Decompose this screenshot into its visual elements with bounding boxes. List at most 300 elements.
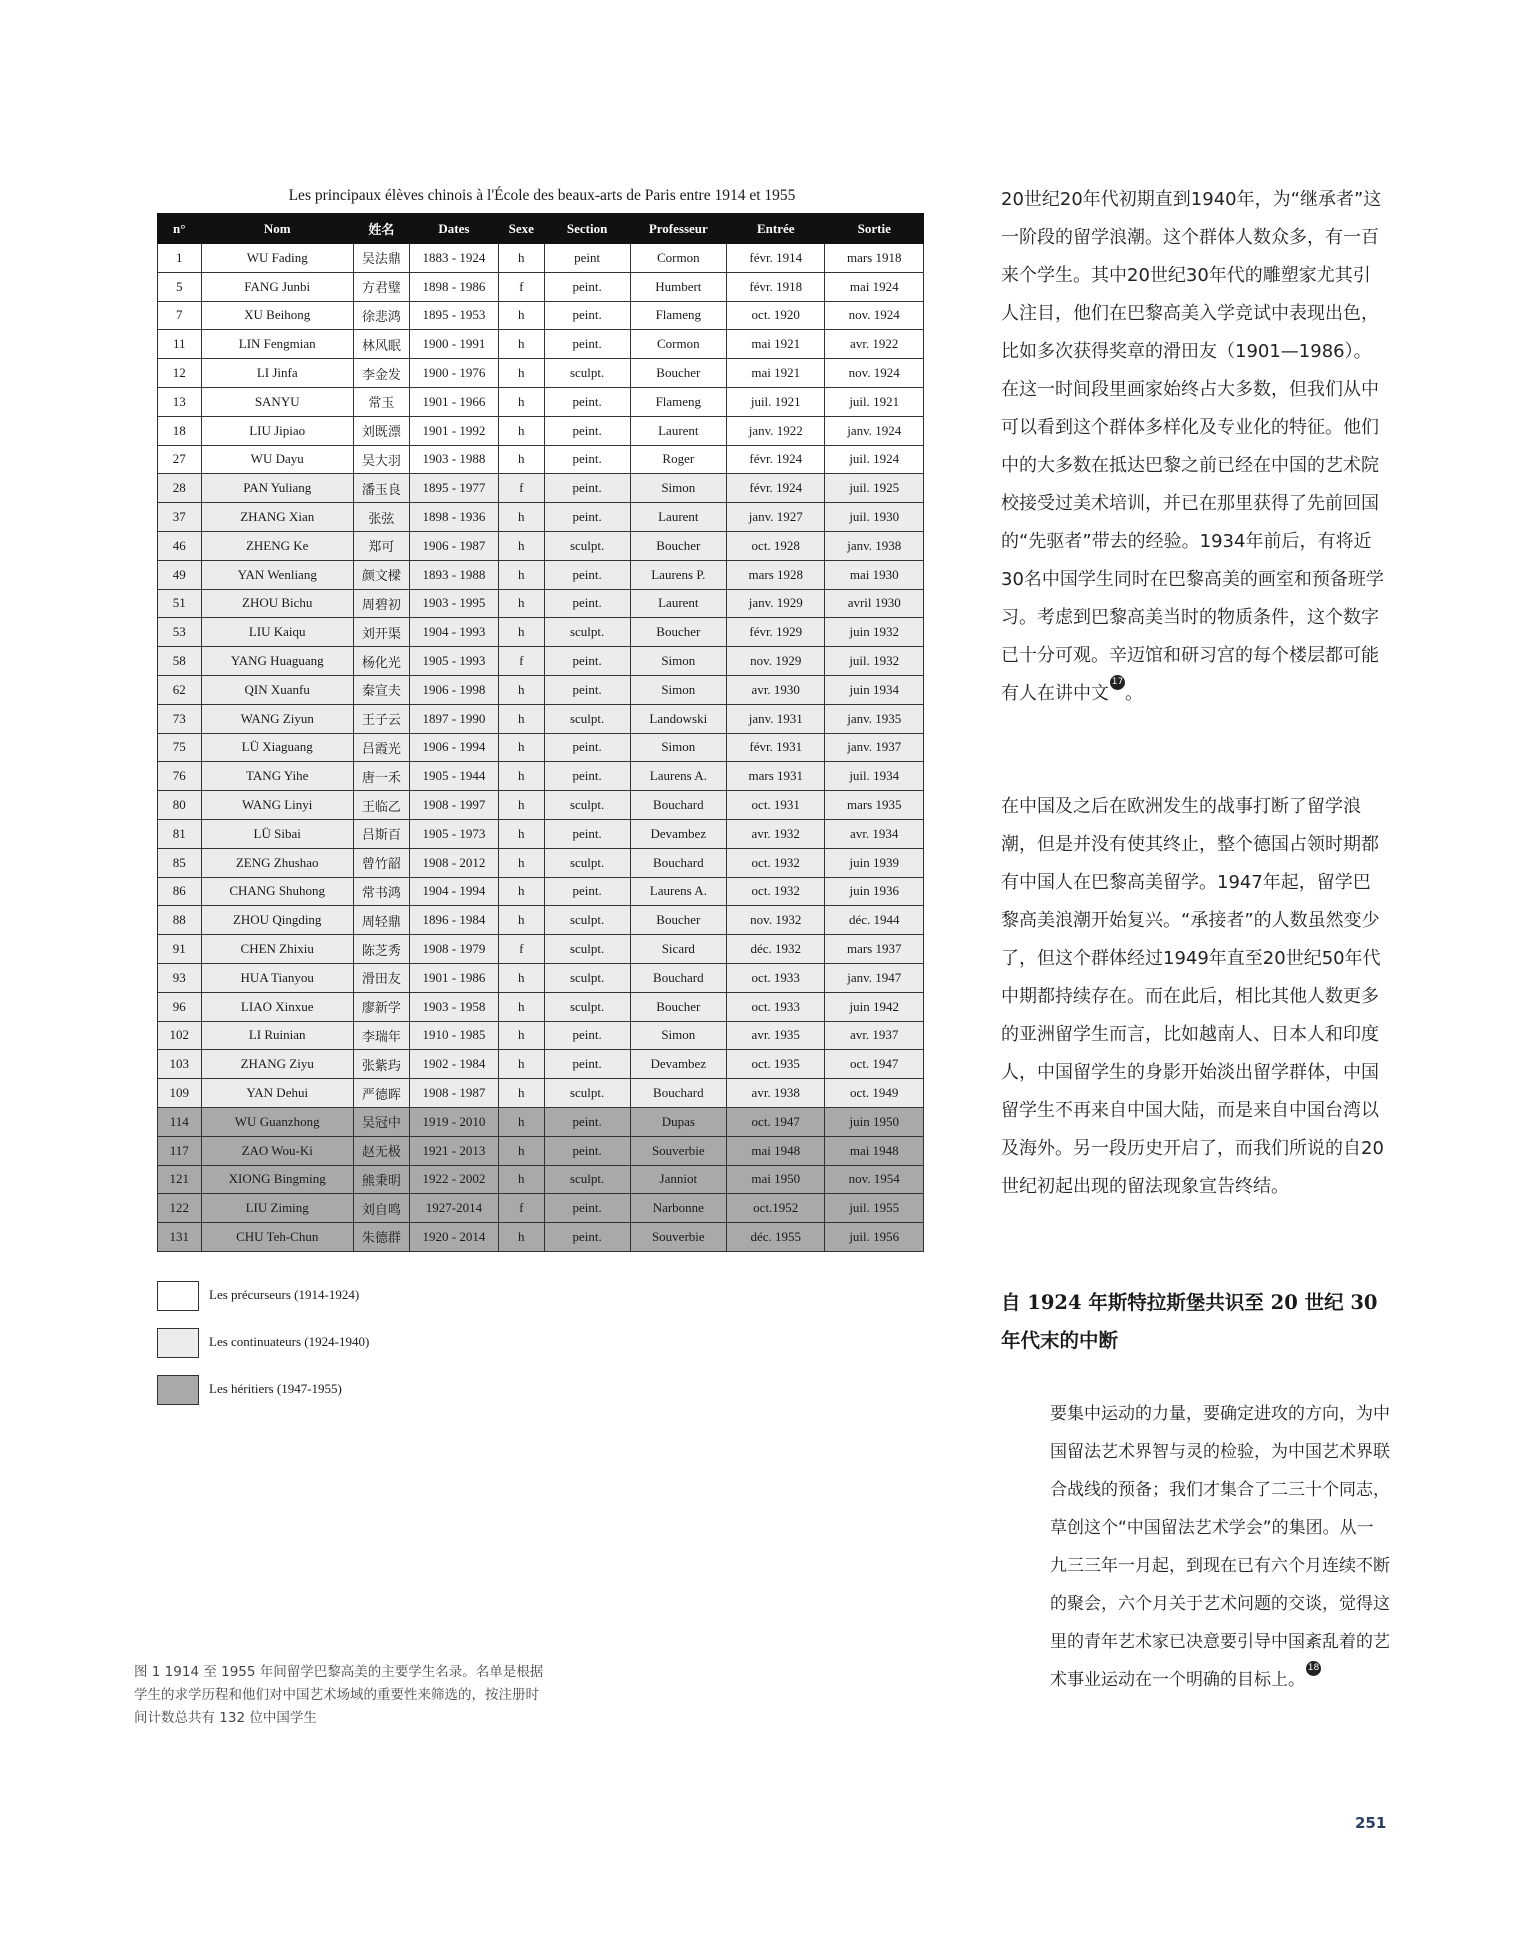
table-cell: ZAO Wou-Ki xyxy=(201,1136,353,1165)
legend-swatch xyxy=(157,1375,199,1405)
table-row xyxy=(158,935,924,964)
table-cell: avr. 1932 xyxy=(727,819,825,848)
table-cell: peint. xyxy=(544,272,630,301)
table-cell: 郑可 xyxy=(353,531,409,560)
table-cell: Laurens P. xyxy=(630,560,726,589)
table-row xyxy=(158,531,924,560)
table-cell: oct. 1947 xyxy=(727,1107,825,1136)
table-cell: oct. 1920 xyxy=(727,301,825,330)
table-cell: WANG Linyi xyxy=(201,791,353,820)
table-row xyxy=(158,906,924,935)
table-cell: ZHENG Ke xyxy=(201,531,353,560)
table-cell: 1905 - 1993 xyxy=(409,647,498,676)
table-cell: juin 1936 xyxy=(825,877,924,906)
paragraph-1 xyxy=(1001,181,1385,713)
table-header-cell: Professeur xyxy=(630,214,726,244)
table-cell: févr. 1918 xyxy=(727,272,825,301)
table-cell: 1908 - 1987 xyxy=(409,1079,498,1108)
table-cell: 王临乙 xyxy=(353,791,409,820)
table-cell: nov. 1924 xyxy=(825,359,924,388)
table-cell: peint. xyxy=(544,647,630,676)
table-cell: oct.1952 xyxy=(727,1194,825,1223)
table-cell: juil. 1955 xyxy=(825,1194,924,1223)
table-row xyxy=(158,416,924,445)
table-cell: mai 1924 xyxy=(825,272,924,301)
table-cell: déc. 1944 xyxy=(825,906,924,935)
table-cell: peint. xyxy=(544,416,630,445)
table-cell: janv. 1947 xyxy=(825,963,924,992)
table-cell: 1919 - 2010 xyxy=(409,1107,498,1136)
table-cell: 85 xyxy=(158,848,202,877)
table-cell: sculpt. xyxy=(544,935,630,964)
table-cell: 吴大羽 xyxy=(353,445,409,474)
table-cell: Cormon xyxy=(630,244,726,273)
table-cell: LI Ruinian xyxy=(201,1021,353,1050)
table-cell: h xyxy=(499,992,545,1021)
page-number: 251 xyxy=(1355,1814,1387,1832)
table-cell: ZHOU Qingding xyxy=(201,906,353,935)
table-cell: 1903 - 1995 xyxy=(409,589,498,618)
table-cell: h xyxy=(499,244,545,273)
table-cell: juin 1950 xyxy=(825,1107,924,1136)
table-row xyxy=(158,1021,924,1050)
table-cell: h xyxy=(499,359,545,388)
table-cell: 114 xyxy=(158,1107,202,1136)
table-cell: f xyxy=(499,474,545,503)
table-cell: 103 xyxy=(158,1050,202,1079)
table-cell: h xyxy=(499,791,545,820)
table-cell: mai 1950 xyxy=(727,1165,825,1194)
table-cell: Devambez xyxy=(630,1050,726,1079)
table-cell: 46 xyxy=(158,531,202,560)
table-cell: 唐一禾 xyxy=(353,762,409,791)
table-cell: h xyxy=(499,1223,545,1252)
table-cell: 27 xyxy=(158,445,202,474)
table-cell: 58 xyxy=(158,647,202,676)
table-cell: mars 1931 xyxy=(727,762,825,791)
table-cell: PAN Yuliang xyxy=(201,474,353,503)
table-row xyxy=(158,1136,924,1165)
table-cell: Flameng xyxy=(630,387,726,416)
table-cell: sculpt. xyxy=(544,1079,630,1108)
table-cell: janv. 1935 xyxy=(825,704,924,733)
table-cell: 75 xyxy=(158,733,202,762)
table-cell: 陈芝秀 xyxy=(353,935,409,964)
table-cell: peint. xyxy=(544,1050,630,1079)
table-cell: 周碧初 xyxy=(353,589,409,618)
table-cell: Laurent xyxy=(630,589,726,618)
table-row xyxy=(158,963,924,992)
table-cell: avr. 1935 xyxy=(727,1021,825,1050)
table-cell: LI Jinfa xyxy=(201,359,353,388)
footnote-18-marker: 18 xyxy=(1306,1661,1321,1676)
table-cell: 方君璧 xyxy=(353,272,409,301)
table-cell: LIAO Xinxue xyxy=(201,992,353,1021)
table-cell: Flameng xyxy=(630,301,726,330)
table-cell: QIN Xuanfu xyxy=(201,675,353,704)
table-cell: Laurens A. xyxy=(630,762,726,791)
table-cell: 1906 - 1998 xyxy=(409,675,498,704)
table-cell: 刘自鸣 xyxy=(353,1194,409,1223)
table-cell: janv. 1927 xyxy=(727,503,825,532)
table-cell: 1910 - 1985 xyxy=(409,1021,498,1050)
table-cell: 1901 - 1992 xyxy=(409,416,498,445)
table-cell: h xyxy=(499,301,545,330)
table-row xyxy=(158,503,924,532)
table-cell: 1921 - 2013 xyxy=(409,1136,498,1165)
table-cell: 88 xyxy=(158,906,202,935)
table-cell: 1906 - 1987 xyxy=(409,531,498,560)
table-cell: h xyxy=(499,416,545,445)
table-cell: sculpt. xyxy=(544,531,630,560)
table-cell: 37 xyxy=(158,503,202,532)
table-cell: févr. 1924 xyxy=(727,445,825,474)
table-cell: 86 xyxy=(158,877,202,906)
table-cell: 109 xyxy=(158,1079,202,1108)
table-cell: 1901 - 1966 xyxy=(409,387,498,416)
table-cell: peint. xyxy=(544,589,630,618)
table-row xyxy=(158,1079,924,1108)
paragraph-2: 在中国及之后在欧洲发生的战事打断了留学浪潮，但是并没有使其终止，整个德国占领时期都有中国人在巴黎高美留学。1947年起，留学巴黎高美浪潮开始复兴。“承接者”的人数虽然变少了，但这个群体经过1949年直至20世纪50年代中期都持续存在。而在此后，相比其他人数更多的亚洲留学生而言，比如越南人、日本人和印度人，中国留学生的身影开始淡出留学群体，中国留学生不再来自中国大陆，而是来自中国台湾以及海外。另一段历史开启了，而我们所说的自20世纪初起出现的留法现象宣告终结。 xyxy=(1001,796,1384,1197)
table-row xyxy=(158,301,924,330)
block-quote xyxy=(1050,1395,1390,1699)
legend-label: Les continuateurs (1924-1940) xyxy=(209,1334,370,1349)
table-cell: janv. 1931 xyxy=(727,704,825,733)
table-cell: 1920 - 2014 xyxy=(409,1223,498,1252)
table-cell: WU Dayu xyxy=(201,445,353,474)
table-cell: f xyxy=(499,647,545,676)
table-cell: nov. 1929 xyxy=(727,647,825,676)
table-cell: XIONG Bingming xyxy=(201,1165,353,1194)
table-cell: 1893 - 1988 xyxy=(409,560,498,589)
table-cell: Simon xyxy=(630,474,726,503)
table-cell: Bouchard xyxy=(630,1079,726,1108)
table-cell: févr. 1914 xyxy=(727,244,825,273)
table-cell: 1898 - 1936 xyxy=(409,503,498,532)
table-cell: Bouchard xyxy=(630,791,726,820)
table-cell: Simon xyxy=(630,1021,726,1050)
table-cell: Simon xyxy=(630,675,726,704)
figure-caption: 图 1 1914 至 1955 年间留学巴黎高美的主要学生名录。名单是根据学生的求学历程和他们对中国艺术场域的重要性来筛选的，按注册时间计数总共有 132 位中国学生 xyxy=(134,1664,544,1726)
table-cell: 1908 - 2012 xyxy=(409,848,498,877)
table-cell: Bouchard xyxy=(630,848,726,877)
table-cell: 1901 - 1986 xyxy=(409,963,498,992)
table-cell: 121 xyxy=(158,1165,202,1194)
table-row xyxy=(158,647,924,676)
table-cell: h xyxy=(499,1165,545,1194)
table-cell: h xyxy=(499,1050,545,1079)
table-cell: h xyxy=(499,848,545,877)
table-header-cell: Section xyxy=(544,214,630,244)
table-cell: juil. 1924 xyxy=(825,445,924,474)
table-cell: 122 xyxy=(158,1194,202,1223)
table-cell: 1908 - 1979 xyxy=(409,935,498,964)
table-row xyxy=(158,244,924,273)
table-cell: oct. 1947 xyxy=(825,1050,924,1079)
table-cell: Souverbie xyxy=(630,1223,726,1252)
table-cell: SANYU xyxy=(201,387,353,416)
table-row xyxy=(158,1223,924,1252)
table-cell: 周轻鼎 xyxy=(353,906,409,935)
table-row xyxy=(158,359,924,388)
table-cell: 62 xyxy=(158,675,202,704)
table-cell: peint. xyxy=(544,445,630,474)
table-cell: mai 1921 xyxy=(727,359,825,388)
table-cell: 73 xyxy=(158,704,202,733)
table-cell: 吴法鼎 xyxy=(353,244,409,273)
table-header-cell: Dates xyxy=(409,214,498,244)
table-cell: 1883 - 1924 xyxy=(409,244,498,273)
table-cell: 5 xyxy=(158,272,202,301)
table-cell: 颜文樑 xyxy=(353,560,409,589)
table-row xyxy=(158,589,924,618)
table-cell: 曾竹韶 xyxy=(353,848,409,877)
table-row xyxy=(158,877,924,906)
table-cell: peint. xyxy=(544,301,630,330)
table-cell: h xyxy=(499,387,545,416)
table-cell: 7 xyxy=(158,301,202,330)
table-row xyxy=(158,560,924,589)
table-header-cell: Nom xyxy=(201,214,353,244)
table-cell: sculpt. xyxy=(544,704,630,733)
table-cell: h xyxy=(499,330,545,359)
table-row xyxy=(158,704,924,733)
table-cell: 93 xyxy=(158,963,202,992)
table-cell: Boucher xyxy=(630,906,726,935)
table-row xyxy=(158,387,924,416)
table-cell: peint. xyxy=(544,819,630,848)
legend-swatch xyxy=(157,1328,199,1358)
table-cell: peint. xyxy=(544,387,630,416)
table-cell: h xyxy=(499,963,545,992)
table-cell: 1903 - 1958 xyxy=(409,992,498,1021)
table-cell: janv. 1937 xyxy=(825,733,924,762)
table-cell: 1902 - 1984 xyxy=(409,1050,498,1079)
table-cell: YANG Huaguang xyxy=(201,647,353,676)
table-cell: 1906 - 1994 xyxy=(409,733,498,762)
table-row xyxy=(158,1194,924,1223)
table-cell: avr. 1934 xyxy=(825,819,924,848)
table-row xyxy=(158,791,924,820)
table-cell: peint. xyxy=(544,330,630,359)
table-cell: h xyxy=(499,1136,545,1165)
table-cell: f xyxy=(499,1194,545,1223)
table-cell: 秦宣夫 xyxy=(353,675,409,704)
table-cell: ZHANG Ziyu xyxy=(201,1050,353,1079)
table-cell: h xyxy=(499,877,545,906)
table-cell: 徐悲鸿 xyxy=(353,301,409,330)
table-cell: oct. 1932 xyxy=(727,877,825,906)
table-cell: mars 1935 xyxy=(825,791,924,820)
table-cell: sculpt. xyxy=(544,963,630,992)
table-cell: 潘玉良 xyxy=(353,474,409,503)
table-row xyxy=(158,474,924,503)
table-cell: 林风眠 xyxy=(353,330,409,359)
table-cell: f xyxy=(499,272,545,301)
legend-swatch xyxy=(157,1281,199,1311)
table-cell: peint. xyxy=(544,762,630,791)
table-header-row xyxy=(158,214,924,244)
table-cell: 吕霞光 xyxy=(353,733,409,762)
table-cell: 1898 - 1986 xyxy=(409,272,498,301)
table-cell: sculpt. xyxy=(544,618,630,647)
table-cell: h xyxy=(499,445,545,474)
table-cell: LIU Kaiqu xyxy=(201,618,353,647)
table-cell: oct. 1928 xyxy=(727,531,825,560)
legend-label: Les précurseurs (1914-1924) xyxy=(209,1287,360,1302)
table-cell: sculpt. xyxy=(544,359,630,388)
legend-label: Les héritiers (1947-1955) xyxy=(209,1381,342,1396)
table-cell: 李金发 xyxy=(353,359,409,388)
table-cell: 76 xyxy=(158,762,202,791)
table-cell: 13 xyxy=(158,387,202,416)
table-cell: janv. 1929 xyxy=(727,589,825,618)
table-cell: avr. 1930 xyxy=(727,675,825,704)
table-cell: 91 xyxy=(158,935,202,964)
table-cell: Laurent xyxy=(630,416,726,445)
table-cell: WANG Ziyun xyxy=(201,704,353,733)
table-cell: nov. 1924 xyxy=(825,301,924,330)
table-cell: h xyxy=(499,1107,545,1136)
table-cell: févr. 1924 xyxy=(727,474,825,503)
table-title: Les principaux élèves chinois à l'École des beaux-arts de Paris entre 1914 et 1955 xyxy=(288,187,796,204)
table-cell: 81 xyxy=(158,819,202,848)
table-cell: 刘既漂 xyxy=(353,416,409,445)
table-cell: ZHANG Xian xyxy=(201,503,353,532)
table-cell: 严德晖 xyxy=(353,1079,409,1108)
table-cell: janv. 1922 xyxy=(727,416,825,445)
table-cell: avril 1930 xyxy=(825,589,924,618)
table-cell: oct. 1931 xyxy=(727,791,825,820)
table-cell: 96 xyxy=(158,992,202,1021)
table-cell: 1904 - 1993 xyxy=(409,618,498,647)
table-cell: Sicard xyxy=(630,935,726,964)
table-cell: 熊秉明 xyxy=(353,1165,409,1194)
table-cell: LIU Jipiao xyxy=(201,416,353,445)
table-row xyxy=(158,1107,924,1136)
table-cell: FANG Junbi xyxy=(201,272,353,301)
table-cell: Boucher xyxy=(630,359,726,388)
table-cell: 滑田友 xyxy=(353,963,409,992)
table-cell: 1900 - 1976 xyxy=(409,359,498,388)
table-cell: Janniot xyxy=(630,1165,726,1194)
quote-text: 要集中运动的力量，要确定进攻的方向，为中国留法艺术界智与灵的检验，为中国艺术界联合战线的预备；我们才集合了二三十个同志，草创这个“中国留法艺术学会”的集团。从一九三三年一月起，到现在已有六个月连续不断的聚会，六个月关于艺术问题的交谈，觉得这里的青年艺术家已决意要引导中国紊乱着的艺术事业运动在一个明确的目标上。 xyxy=(1050,1404,1390,1690)
table-cell: oct. 1949 xyxy=(825,1079,924,1108)
table-cell: 刘开渠 xyxy=(353,618,409,647)
table-cell: Simon xyxy=(630,647,726,676)
table-cell: 1927-2014 xyxy=(409,1194,498,1223)
table-cell: mars 1928 xyxy=(727,560,825,589)
table-cell: Laurent xyxy=(630,503,726,532)
table-cell: peint. xyxy=(544,1136,630,1165)
table-cell: juin 1939 xyxy=(825,848,924,877)
table-cell: ZENG Zhushao xyxy=(201,848,353,877)
table-cell: févr. 1931 xyxy=(727,733,825,762)
table-cell: 杨化光 xyxy=(353,647,409,676)
table-cell: 117 xyxy=(158,1136,202,1165)
table-cell: 11 xyxy=(158,330,202,359)
table-cell: peint. xyxy=(544,675,630,704)
table-cell: mai 1921 xyxy=(727,330,825,359)
table-cell: LIU Ziming xyxy=(201,1194,353,1223)
table-cell: avr. 1938 xyxy=(727,1079,825,1108)
table-cell: Devambez xyxy=(630,819,726,848)
table-cell: peint. xyxy=(544,560,630,589)
table-cell: oct. 1933 xyxy=(727,992,825,1021)
table-cell: 1895 - 1953 xyxy=(409,301,498,330)
table-cell: h xyxy=(499,618,545,647)
table-row xyxy=(158,445,924,474)
table-cell: mai 1948 xyxy=(727,1136,825,1165)
table-cell: sculpt. xyxy=(544,848,630,877)
table-cell: h xyxy=(499,675,545,704)
table-cell: 吕斯百 xyxy=(353,819,409,848)
table-row xyxy=(158,819,924,848)
table-row xyxy=(158,272,924,301)
table-cell: f xyxy=(499,935,545,964)
table-cell: juil. 1925 xyxy=(825,474,924,503)
table-cell: h xyxy=(499,503,545,532)
table-cell: janv. 1924 xyxy=(825,416,924,445)
table-cell: h xyxy=(499,906,545,935)
student-table xyxy=(157,213,924,1252)
table-header-cell: Sexe xyxy=(499,214,545,244)
table-cell: 51 xyxy=(158,589,202,618)
table-cell: peint xyxy=(544,244,630,273)
table-cell: juil. 1934 xyxy=(825,762,924,791)
table-cell: Souverbie xyxy=(630,1136,726,1165)
table-cell: h xyxy=(499,819,545,848)
table-cell: peint. xyxy=(544,474,630,503)
table-cell: peint. xyxy=(544,1223,630,1252)
table-cell: déc. 1932 xyxy=(727,935,825,964)
table-cell: mars 1937 xyxy=(825,935,924,964)
table-cell: h xyxy=(499,1021,545,1050)
table-cell: 王子云 xyxy=(353,704,409,733)
table-cell: Dupas xyxy=(630,1107,726,1136)
table-cell: oct. 1932 xyxy=(727,848,825,877)
table-row xyxy=(158,330,924,359)
table-cell: h xyxy=(499,1079,545,1108)
table-cell: Bouchard xyxy=(630,963,726,992)
table-cell: h xyxy=(499,704,545,733)
table-cell: mars 1918 xyxy=(825,244,924,273)
table-cell: juil. 1921 xyxy=(825,387,924,416)
table-cell: Simon xyxy=(630,733,726,762)
table-cell: 1905 - 1973 xyxy=(409,819,498,848)
table-cell: juil. 1921 xyxy=(727,387,825,416)
table-cell: mai 1930 xyxy=(825,560,924,589)
table-cell: 1904 - 1994 xyxy=(409,877,498,906)
table-cell: 53 xyxy=(158,618,202,647)
table-cell: 28 xyxy=(158,474,202,503)
table-row xyxy=(158,1050,924,1079)
table-cell: h xyxy=(499,762,545,791)
table-cell: peint. xyxy=(544,1194,630,1223)
table-cell: 张弦 xyxy=(353,503,409,532)
table-cell: Narbonne xyxy=(630,1194,726,1223)
table-cell: 1905 - 1944 xyxy=(409,762,498,791)
table-cell: 1908 - 1997 xyxy=(409,791,498,820)
table-cell: 1896 - 1984 xyxy=(409,906,498,935)
table-row xyxy=(158,848,924,877)
footnote-17-marker: 17 xyxy=(1110,675,1125,690)
table-cell: peint. xyxy=(544,1107,630,1136)
table-cell: 张紫玙 xyxy=(353,1050,409,1079)
table-cell: nov. 1954 xyxy=(825,1165,924,1194)
table-cell: 常玉 xyxy=(353,387,409,416)
table-row xyxy=(158,762,924,791)
